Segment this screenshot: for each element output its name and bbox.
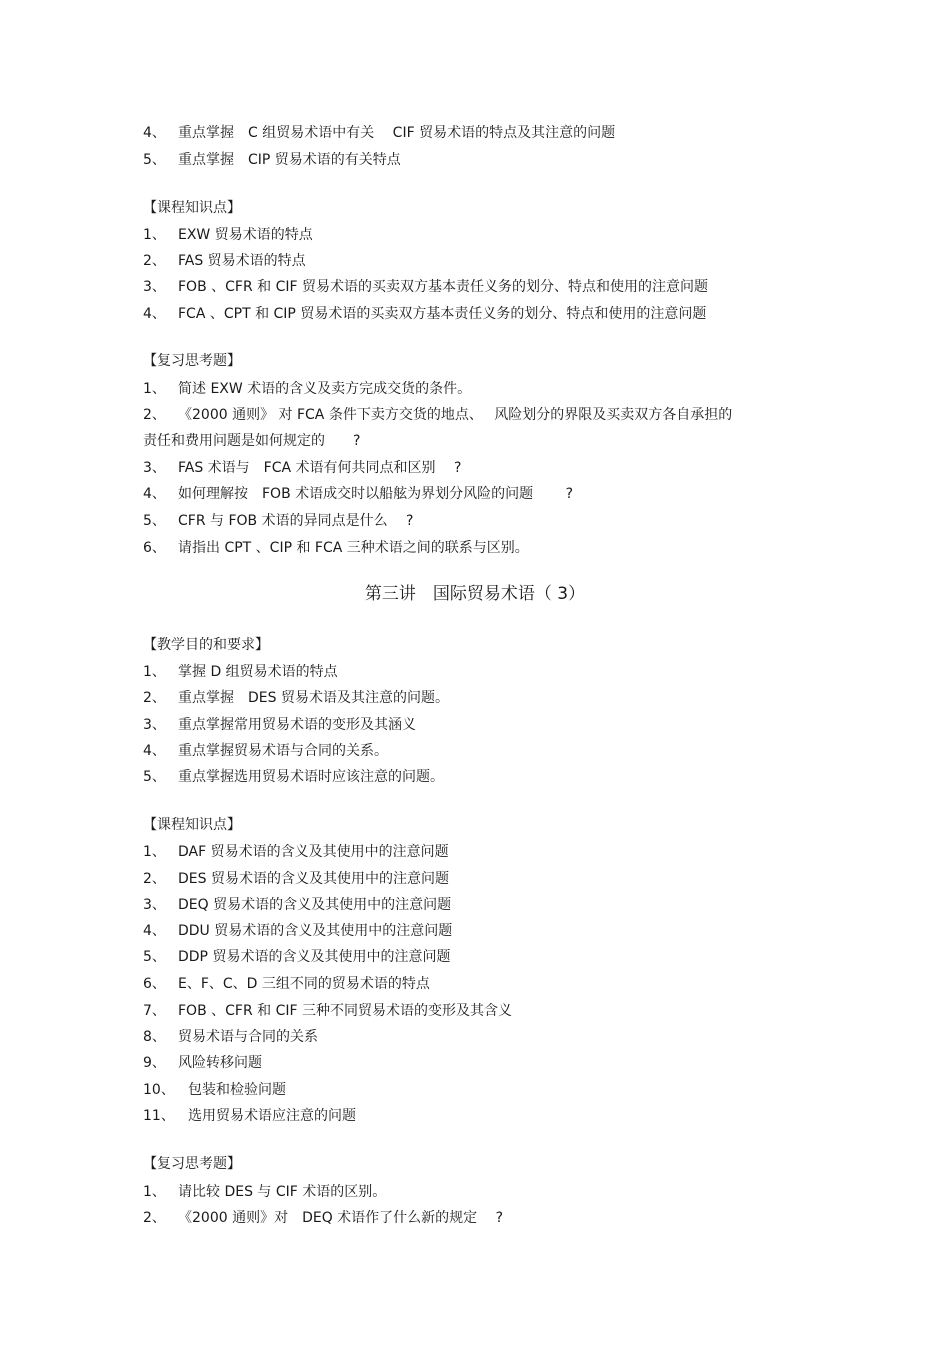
list-item	[143, 1107, 356, 1125]
list-item	[143, 1054, 262, 1072]
list-item	[143, 512, 413, 530]
list-item-continuation: 责任和费用问题是如何规定的 ?	[143, 433, 361, 449]
item-text: 如何理解按 FOB 术语成交时以船舷为界划分风险的问题 ?	[178, 486, 574, 502]
item-text: DDP 贸易术语的含义及其使用中的注意问题	[178, 949, 451, 965]
item-text: FAS 术语与 FCA 术语有何共同点和区别 ?	[178, 460, 462, 476]
list-item	[143, 459, 461, 477]
list-item	[143, 1028, 318, 1046]
list-item	[143, 716, 416, 734]
item-text: FOB 、CFR 和 CIF 贸易术语的买卖双方基本责任义务的划分、特点和使用的注意问题	[178, 279, 708, 295]
item-number: 5、	[143, 513, 166, 529]
section-heading-review: 【复习思考题】	[143, 353, 241, 369]
list-item	[143, 1183, 386, 1201]
list-item	[143, 663, 338, 681]
list-item	[143, 406, 732, 424]
item-text: DAF 贸易术语的含义及其使用中的注意问题	[178, 844, 449, 860]
lecture-title: 第三讲 国际贸易术语（ 3）	[364, 584, 586, 604]
list-item	[143, 843, 449, 861]
item-text: FOB 、CFR 和 CIF 三种不同贸易术语的变形及其含义	[178, 1003, 512, 1019]
item-number: 9、	[143, 1055, 166, 1071]
item-number: 6、	[143, 540, 166, 556]
list-item	[143, 896, 451, 914]
item-text: 掌握 D 组贸易术语的特点	[178, 664, 338, 680]
list-item	[143, 768, 444, 786]
item-text: 《2000 通则》对 DEQ 术语作了什么新的规定 ?	[178, 1210, 504, 1226]
item-text: FAS 贸易术语的特点	[178, 253, 306, 269]
item-number: 4、	[143, 125, 166, 141]
item-number: 1、	[143, 664, 166, 680]
item-number: 3、	[143, 279, 166, 295]
item-number: 3、	[143, 460, 166, 476]
item-number: 5、	[143, 769, 166, 785]
item-text: 重点掌握 C 组贸易术语中有关 CIF 贸易术语的特点及其注意的问题	[178, 125, 616, 141]
list-item	[143, 1002, 512, 1020]
list-item	[143, 252, 306, 270]
item-number: 8、	[143, 1029, 166, 1045]
item-number: 7、	[143, 1003, 166, 1019]
list-item	[143, 124, 615, 142]
item-text: 《2000 通则》 对 FCA 条件下卖方交货的地点、 风险划分的界限及买卖双方各自承担的	[178, 407, 733, 423]
list-item	[143, 1081, 286, 1099]
section-heading-knowledge: 【课程知识点】	[143, 817, 241, 833]
item-number: 4、	[143, 306, 166, 322]
list-item	[143, 151, 401, 169]
item-text: 重点掌握贸易术语与合同的关系。	[178, 743, 388, 759]
list-item	[143, 975, 430, 993]
item-number: 3、	[143, 717, 166, 733]
item-number: 3、	[143, 897, 166, 913]
item-text: 重点掌握 CIP 贸易术语的有关特点	[178, 152, 401, 168]
item-number: 1、	[143, 381, 166, 397]
list-item	[143, 305, 706, 323]
item-text: 风险转移问题	[178, 1055, 262, 1071]
list-item	[143, 689, 449, 707]
item-number: 2、	[143, 407, 166, 423]
list-item	[143, 742, 388, 760]
item-text: EXW 贸易术语的特点	[178, 227, 313, 243]
list-item	[143, 226, 313, 244]
section-heading-objectives: 【教学目的和要求】	[143, 637, 269, 653]
item-number: 4、	[143, 923, 166, 939]
item-text: 简述 EXW 术语的含义及卖方完成交货的条件。	[178, 381, 472, 397]
item-text: DES 贸易术语的含义及其使用中的注意问题	[178, 871, 449, 887]
list-item	[143, 278, 708, 296]
item-text: 重点掌握 DES 贸易术语及其注意的问题。	[178, 690, 449, 706]
list-item	[143, 922, 452, 940]
item-number: 2、	[143, 690, 166, 706]
item-text: CFR 与 FOB 术语的异同点是什么 ?	[178, 513, 414, 529]
item-number: 4、	[143, 743, 166, 759]
item-text: 请比较 DES 与 CIF 术语的区别。	[178, 1184, 387, 1200]
item-text: 选用贸易术语应注意的问题	[188, 1108, 356, 1124]
item-text: DEQ 贸易术语的含义及其使用中的注意问题	[178, 897, 452, 913]
list-item	[143, 380, 471, 398]
item-number: 1、	[143, 227, 166, 243]
item-number: 1、	[143, 1184, 166, 1200]
list-item	[143, 485, 573, 503]
item-text: 请指出 CPT 、CIP 和 FCA 三种术语之间的联系与区别。	[178, 540, 529, 556]
item-text: 重点掌握选用贸易术语时应该注意的问题。	[178, 769, 444, 785]
item-text: FCA 、CPT 和 CIP 贸易术语的买卖双方基本责任义务的划分、特点和使用的注意问题	[178, 306, 707, 322]
item-number: 2、	[143, 871, 166, 887]
item-number: 2、	[143, 253, 166, 269]
item-text: 重点掌握常用贸易术语的变形及其涵义	[178, 717, 416, 733]
item-number: 5、	[143, 152, 166, 168]
section-heading-knowledge: 【课程知识点】	[143, 200, 241, 216]
item-number: 6、	[143, 976, 166, 992]
item-text: 包装和检验问题	[188, 1082, 286, 1098]
item-text: E、F、C、D 三组不同的贸易术语的特点	[178, 976, 430, 992]
item-number: 10、	[143, 1082, 175, 1098]
list-item	[143, 539, 529, 557]
item-number: 11、	[143, 1108, 175, 1124]
item-text: 贸易术语与合同的关系	[178, 1029, 318, 1045]
list-item	[143, 1209, 503, 1227]
list-item	[143, 948, 450, 966]
item-text: DDU 贸易术语的含义及其使用中的注意问题	[178, 923, 453, 939]
list-item	[143, 870, 449, 888]
item-number: 4、	[143, 486, 166, 502]
item-number: 1、	[143, 844, 166, 860]
item-number: 2、	[143, 1210, 166, 1226]
section-heading-review: 【复习思考题】	[143, 1156, 241, 1172]
item-number: 5、	[143, 949, 166, 965]
